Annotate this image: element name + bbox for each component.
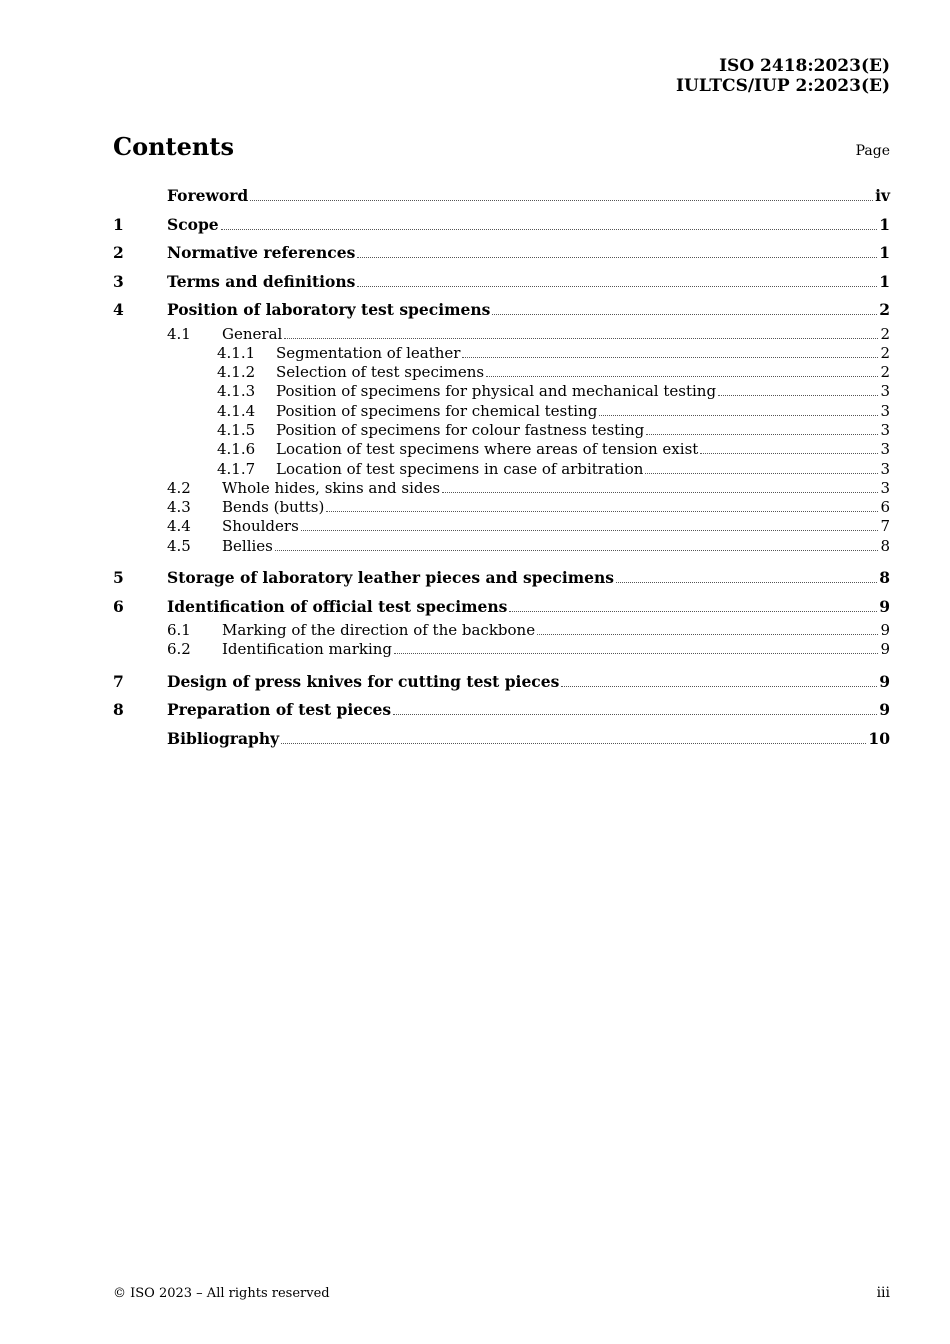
toc-entry[interactable]	[113, 344, 890, 363]
toc-entry-title: Storage of laboratory leather pieces and specimens	[167, 568, 614, 588]
toc-entry-number: 4	[113, 300, 124, 319]
toc-entry-title: Bellies	[222, 536, 273, 555]
toc-entry-page: 9	[880, 621, 890, 640]
toc-entry-number: 6.2	[167, 640, 191, 659]
toc-entry[interactable]	[113, 479, 890, 498]
toc-entry-number: 4.1.2	[217, 363, 256, 382]
toc-entry-number: 4.1.5	[217, 420, 256, 439]
toc-entry-page: 3	[880, 401, 890, 420]
toc-entry[interactable]	[113, 593, 890, 622]
toc-entry-page: 2	[880, 363, 890, 382]
dot-leader	[281, 742, 866, 744]
toc-entry-title: Scope	[167, 214, 219, 234]
dot-leader	[221, 228, 878, 230]
dot-leader	[442, 491, 878, 493]
toc-entry[interactable]	[113, 668, 890, 697]
dot-leader	[394, 652, 878, 654]
page-title: Contents	[113, 132, 234, 161]
toc-entry-page: 9	[880, 640, 890, 659]
toc-entry[interactable]	[113, 421, 890, 440]
toc-entry-title: Identification marking	[222, 640, 393, 659]
toc-entry-title: Whole hides, skins and sides	[222, 478, 441, 497]
dot-leader	[616, 581, 877, 583]
dot-leader	[357, 256, 877, 258]
toc-entry[interactable]	[113, 696, 890, 725]
toc-entry-page: iv	[875, 186, 890, 205]
toc-entry-page: 8	[880, 536, 890, 555]
toc-entry-page: 9	[879, 671, 890, 691]
toc-entry-page: 3	[880, 382, 890, 401]
toc-entry-title: Identification of official test specimens	[167, 596, 508, 616]
toc-entry-number: 1	[113, 214, 124, 234]
toc-entry-page: 2	[880, 343, 890, 362]
toc-entry[interactable]	[113, 296, 890, 325]
toc-entry-number: 4.3	[167, 498, 191, 517]
toc-entry-title: Marking of the direction of the backbone	[222, 621, 536, 640]
dot-leader	[537, 633, 878, 635]
toc-entry[interactable]	[113, 382, 890, 401]
toc-entry-number: 5	[113, 568, 124, 588]
toc-entry-page: 6	[880, 498, 890, 517]
dot-leader	[301, 529, 879, 531]
section-spacer	[113, 660, 890, 668]
toc-entry-title: Position of specimens for chemical testing	[276, 401, 598, 420]
toc-entry-title: Location of test specimens in case of arbitration	[276, 459, 644, 478]
toc-entry-title: Position of specimens for colour fastness testing	[276, 420, 645, 439]
toc-entry-page: 9	[879, 700, 890, 720]
toc-entry-title: Position of laboratory test specimens	[167, 300, 491, 319]
toc-entry-title: Preparation of test pieces	[167, 700, 392, 720]
toc-entry-page: 2	[879, 300, 890, 319]
toc-entry-number: 4.1.1	[217, 343, 256, 362]
toc-entry[interactable]	[113, 640, 890, 659]
toc-entry[interactable]	[113, 725, 890, 754]
dot-leader	[250, 199, 873, 201]
toc-entry-title: Normative references	[167, 243, 356, 262]
toc-entry-page: 7	[880, 517, 890, 536]
toc-entry[interactable]	[113, 621, 890, 640]
dot-leader	[492, 313, 877, 315]
toc-entry[interactable]	[113, 211, 890, 240]
toc-entry-page: 3	[880, 420, 890, 439]
toc-entry-number: 4.1.4	[217, 401, 256, 420]
toc-entry-number: 4.1.7	[217, 459, 256, 478]
toc-entry[interactable]	[113, 440, 890, 459]
toc-entry-number: 4.1	[167, 324, 191, 343]
toc-entry-title: Shoulders	[222, 517, 299, 536]
page-number: iii	[876, 1285, 890, 1301]
toc-entry-number: 6.1	[167, 621, 191, 640]
dot-leader	[326, 510, 878, 512]
toc-entry-page: 3	[880, 478, 890, 497]
toc-entry-title: Bends (butts)	[222, 498, 325, 517]
table-of-contents	[113, 182, 890, 753]
toc-entry[interactable]	[113, 402, 890, 421]
toc-entry-number: 3	[113, 271, 124, 291]
dot-leader	[462, 356, 878, 358]
toc-entry-number: 6	[113, 596, 124, 616]
toc-entry[interactable]	[113, 460, 890, 479]
toc-entry-page: 9	[879, 596, 890, 616]
copyright-notice: © ISO 2023 – All rights reserved	[113, 1286, 330, 1301]
dot-leader	[599, 414, 878, 416]
dot-leader	[275, 549, 879, 551]
toc-entry-page: 10	[868, 728, 890, 748]
toc-entry-number: 2	[113, 243, 124, 262]
toc-entry[interactable]	[113, 564, 890, 593]
toc-entry[interactable]	[113, 517, 890, 536]
toc-entry-title: Design of press knives for cutting test pieces	[167, 671, 560, 691]
dot-leader	[486, 375, 878, 377]
section-spacer	[113, 556, 890, 564]
toc-entry-number: 4.5	[167, 536, 191, 555]
toc-entry-page: 8	[879, 568, 890, 588]
toc-entry-title: Foreword	[167, 186, 249, 205]
toc-entry-title: Bibliography	[167, 728, 280, 748]
toc-entry-number: 4.2	[167, 478, 191, 497]
toc-entry-title: General	[222, 324, 283, 343]
toc-entry-number: 4.4	[167, 517, 191, 536]
toc-entry-number: 4.1.6	[217, 440, 256, 459]
toc-entry-number: 7	[113, 671, 124, 691]
toc-entry-title: Terms and definitions	[167, 271, 356, 291]
toc-entry-page: 1	[879, 271, 890, 291]
toc-entry[interactable]	[113, 537, 890, 556]
dot-leader	[357, 285, 877, 287]
toc-entry-page: 3	[880, 440, 890, 459]
dot-leader	[284, 337, 878, 339]
doc-id-line-2: IULTCS/IUP 2:2023(E)	[676, 76, 890, 96]
toc-entry-title: Segmentation of leather	[276, 343, 461, 362]
dot-leader	[645, 472, 878, 474]
dot-leader	[646, 433, 878, 435]
toc-entry-page: 3	[880, 459, 890, 478]
doc-id-line-1: ISO 2418:2023(E)	[719, 56, 890, 76]
toc-entry-title: Selection of test specimens	[276, 363, 485, 382]
toc-entry-page: 2	[880, 324, 890, 343]
toc-entry[interactable]	[113, 268, 890, 297]
toc-entry-number: 4.1.3	[217, 382, 256, 401]
toc-entry-page: 1	[879, 214, 890, 234]
toc-entry[interactable]	[113, 239, 890, 268]
toc-entry-title: Location of test specimens where areas of tension exist	[276, 440, 699, 459]
toc-entry-title: Position of specimens for physical and mechanical testing	[276, 382, 717, 401]
document-identifier	[676, 56, 890, 96]
toc-entry[interactable]	[113, 498, 890, 517]
toc-entry[interactable]	[113, 182, 890, 211]
toc-entry[interactable]	[113, 325, 890, 344]
dot-leader	[393, 713, 877, 715]
dot-leader	[509, 610, 877, 612]
page-column-label: Page	[855, 143, 890, 159]
dot-leader	[718, 394, 878, 396]
toc-entry-page: 1	[879, 243, 890, 262]
toc-entry[interactable]	[113, 363, 890, 382]
toc-entry-number: 8	[113, 700, 124, 720]
dot-leader	[561, 685, 877, 687]
dot-leader	[700, 452, 878, 454]
